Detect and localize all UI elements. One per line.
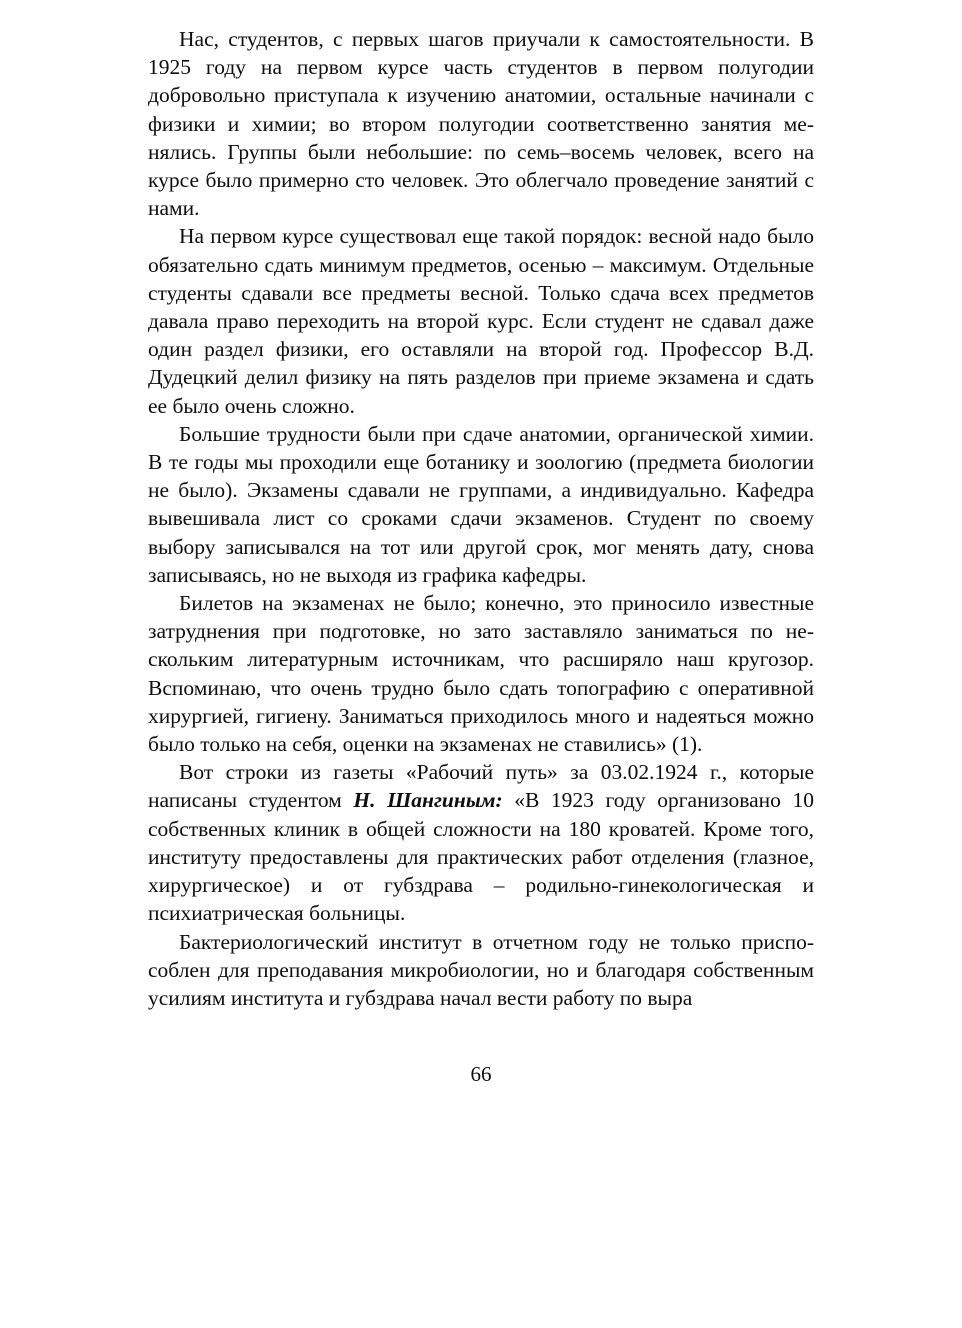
page-number: 66 xyxy=(470,1062,492,1086)
paragraph-6: Бактериологический институт в отчетном году не только приспособлен для преподавания микробиологии, но и благодаря собственным усилиям института и губздрава начал вести работу по выра xyxy=(148,929,814,1010)
paragraph-5 xyxy=(148,758,814,927)
body-text xyxy=(148,25,814,1012)
paragraph-3: Большие трудности были при сдаче анатомии, органической химии. В те годы мы проходили еще ботанику и зоологию (предмета биологии не было). Экзамены сдавали не группами, а индивидуально. Кафедра вывешивала лист со сроками сдачи экзаменов. Студент по своему выбору записывался на тот или другой срок, мог менять дату, снова записываясь, но не выходя из графика кафедры. xyxy=(148,421,814,587)
paragraph-2: На первом курсе существовал еще такой порядок: весной надо было обязательно сдать минимум предметов, осенью – максимум. Отдельные студенты сдавали все предметы весной. Только сдача всех предметов давала право переходить на второй курс. Если студент не сдавал даже один раздел физики, его оставляли на второй год. Профессор В.Д. Дудецкий делил физику на пять разделов при приеме экзамена и сдать ее было очень сложно. xyxy=(148,224,814,418)
author-name: Н. Шангиным: xyxy=(353,788,503,813)
paragraph-1: Нас, студентов, с первых шагов приучали к самостоятельности. В 1925 году на первом курсе часть студентов в первом полугодии добровольно приступала к изучению анатомии, остальные начинали с физики и химии; во втором полугодии соответственно занятия менялись. Группы были небольшие: по семь–восемь человек, всего на курсе было примерно сто человек. Это облегчало проведение занятий с нами. xyxy=(148,27,814,221)
paragraph-4: Билетов на экзаменах не было; конечно, это приносило известные затруднения при подготовке, но зато заставляло заниматься по нескольким литературным источникам, что расширяло наш кругозор. Вспоминаю, что очень трудно было сдать топографию с оперативной хирургией, гигиену. Заниматься приходилось много и надеяться можно было только на себя, оценки на экзаменах не ставились» (1). xyxy=(148,591,814,757)
paragraph-5-intro: Вот строки из газеты «Рабочий путь» за 03.02.1924 г., которые написаны студентом xyxy=(148,760,814,813)
paragraph-5-quote: «В 1923 году организовано 10 собственных клиник в общей сложности на 180 кроватей. Кроме того, институту предоставлены для практических работ отделения (глазное, хирургическое) и от губздрава – родильно-гинекологическая и психиатрическая больницы. xyxy=(148,788,814,926)
